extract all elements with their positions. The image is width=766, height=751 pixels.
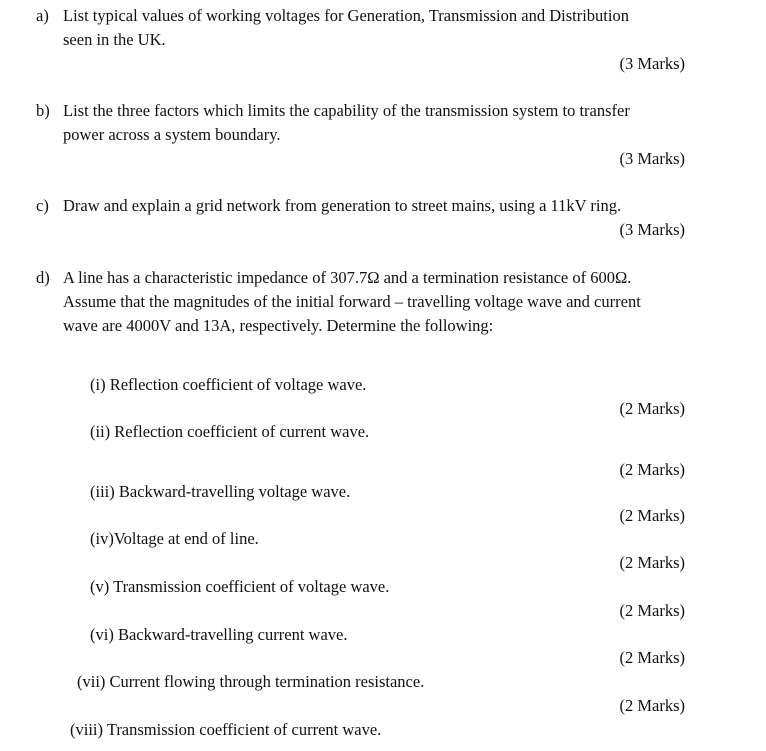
subpart-vii-text: (vii) Current flowing through termination resistance.	[77, 672, 425, 691]
question-c-line-1: Draw and explain a grid network from generation to street mains, using a 11kV ring.	[63, 196, 622, 215]
question-a-line-1: List typical values of working voltages for Generation, Transmission and Distribution	[63, 6, 629, 25]
subpart-ii-text: (ii) Reflection coefficient of current wave.	[90, 422, 370, 441]
question-a-letter: a)	[36, 6, 49, 25]
subpart-vi-text: (vi) Backward-travelling current wave.	[90, 625, 348, 644]
subpart-v-text: (v) Transmission coefficient of voltage wave.	[90, 577, 390, 596]
question-d-line-2: Assume that the magnitudes of the initial forward – travelling voltage wave and current	[63, 292, 641, 311]
question-d-letter: d)	[36, 268, 50, 287]
subpart-iii-marks: (2 Marks)	[619, 506, 685, 525]
question-b-line-1: List the three factors which limits the capability of the transmission system to transfer	[63, 101, 630, 120]
subpart-iii-text: (iii) Backward-travelling voltage wave.	[90, 482, 351, 501]
question-b-letter: b)	[36, 101, 50, 120]
question-a-line-2: seen in the UK.	[63, 30, 166, 49]
question-c-marks: (3 Marks)	[619, 220, 685, 239]
question-d-line-1: A line has a characteristic impedance of 307.7Ω and a termination resistance of 600Ω.	[63, 268, 632, 287]
question-c-letter: c)	[36, 196, 49, 215]
subpart-i-text: (i) Reflection coefficient of voltage wave.	[90, 375, 367, 394]
subpart-vii-marks: (2 Marks)	[619, 696, 685, 715]
subpart-v-marks: (2 Marks)	[619, 601, 685, 620]
subpart-i-marks: (2 Marks)	[619, 399, 685, 418]
subpart-iv-text: (iv)Voltage at end of line.	[90, 529, 259, 548]
subpart-viii-text: (viii) Transmission coefficient of current wave.	[70, 720, 382, 739]
question-a-marks: (3 Marks)	[619, 54, 685, 73]
subpart-ii-marks: (2 Marks)	[619, 460, 685, 479]
question-b-marks: (3 Marks)	[619, 149, 685, 168]
question-d-line-3: wave are 4000V and 13A, respectively. Determine the following:	[63, 316, 494, 335]
question-b-line-2: power across a system boundary.	[63, 125, 281, 144]
subpart-vi-marks: (2 Marks)	[619, 648, 685, 667]
subpart-iv-marks: (2 Marks)	[619, 553, 685, 572]
